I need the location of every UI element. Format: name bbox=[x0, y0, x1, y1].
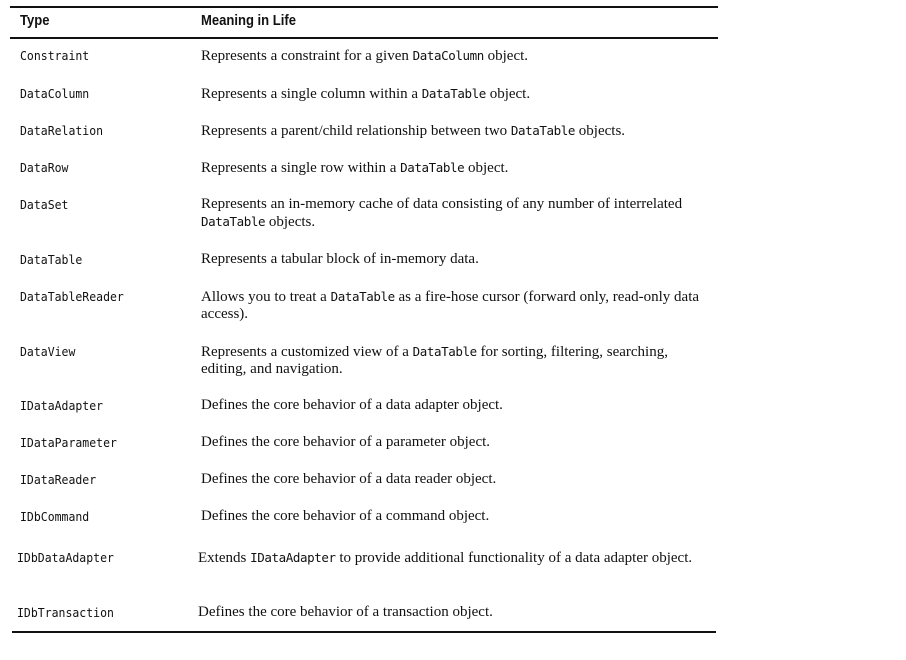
type-cell: DataRow bbox=[20, 160, 69, 175]
meaning-cell: Defines the core behavior of a data reader object. bbox=[201, 471, 497, 487]
meaning-cell: Defines the core behavior of a parameter object. bbox=[201, 434, 491, 450]
inline-code: DataTable bbox=[421, 86, 486, 101]
type-cell: DataSet bbox=[20, 197, 69, 212]
type-cell: IDataReader bbox=[20, 472, 97, 487]
meaning-cell: Represents a parent/child relationship between two DataTable objects. bbox=[201, 123, 626, 139]
inline-code: DataTable bbox=[201, 214, 266, 229]
header-rule bbox=[10, 37, 718, 39]
meaning-cell: Defines the core behavior of a command object. bbox=[201, 508, 490, 524]
table-top-rule bbox=[10, 6, 718, 8]
type-cell: IDbCommand bbox=[20, 509, 90, 524]
type-cell: DataTable bbox=[20, 252, 83, 267]
type-cell: IDataParameter bbox=[20, 435, 117, 450]
meaning-cell: Defines the core behavior of a transaction object. bbox=[198, 604, 493, 620]
inline-code: DataTable bbox=[412, 344, 477, 359]
type-cell: DataColumn bbox=[20, 86, 90, 101]
table-bottom-rule bbox=[12, 631, 716, 633]
meaning-cell: Represents a constraint for a given DataColumn object. bbox=[201, 48, 529, 64]
type-cell: DataRelation bbox=[20, 123, 104, 138]
meaning-cell: Represents a customized view of a DataTable for sorting, filtering, searching, editing, and navigation. bbox=[201, 344, 668, 377]
column-header-type: Type bbox=[20, 13, 50, 29]
meaning-cell: Defines the core behavior of a data adapter object. bbox=[201, 397, 503, 413]
type-cell: IDbDataAdapter bbox=[17, 550, 114, 565]
type-cell: DataView bbox=[20, 344, 76, 359]
inline-code: DataTable bbox=[330, 289, 395, 304]
inline-code: DataTable bbox=[510, 123, 576, 138]
meaning-cell: Represents a tabular block of in-memory data. bbox=[201, 251, 479, 267]
meaning-cell: Extends IDataAdapter to provide additional functionality of a data adapter object. bbox=[198, 550, 693, 566]
type-cell: IDataAdapter bbox=[20, 398, 104, 413]
meaning-cell: Represents a single row within a DataTable object. bbox=[201, 160, 509, 176]
type-cell: DataTableReader bbox=[20, 289, 124, 304]
inline-code: IDataAdapter bbox=[250, 550, 336, 565]
meaning-cell: Represents an in-memory cache of data consisting of any number of interrelated DataTable objects. bbox=[201, 196, 683, 230]
inline-code: DataTable bbox=[400, 160, 465, 175]
inline-code: DataColumn bbox=[412, 48, 484, 63]
type-cell: Constraint bbox=[20, 48, 90, 63]
column-header-meaning: Meaning in Life bbox=[201, 13, 296, 29]
type-cell: IDbTransaction bbox=[17, 605, 114, 620]
meaning-cell: Represents a single column within a DataTable object. bbox=[201, 86, 531, 102]
meaning-cell: Allows you to treat a DataTable as a fire-hose cursor (forward only, read-only data access). bbox=[201, 289, 700, 322]
